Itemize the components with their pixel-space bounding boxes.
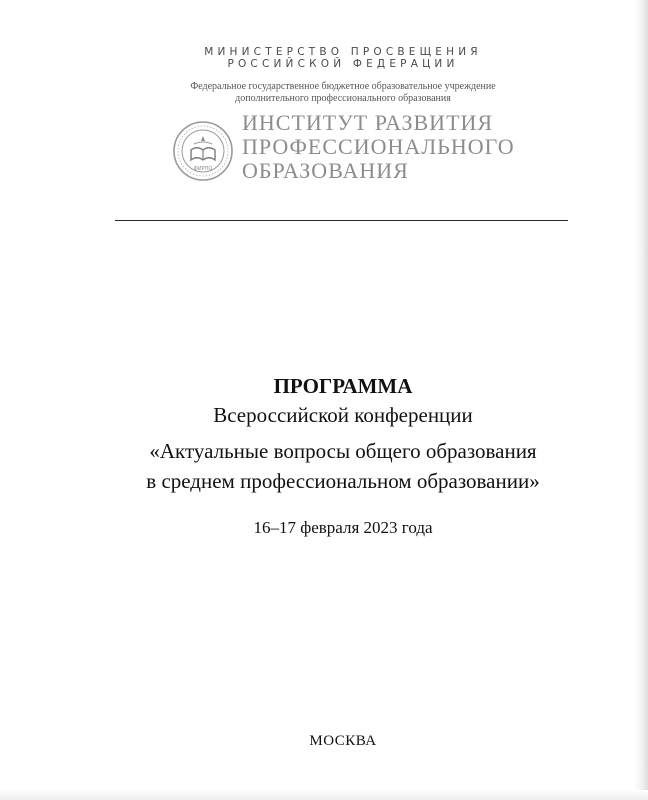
- page-bottom-shadow: [0, 790, 648, 800]
- institute-name-line2: ПРОФЕССИОНАЛЬНОГО: [242, 134, 515, 159]
- conference-dates: 16–17 февраля 2023 года: [253, 518, 433, 537]
- conference-name-line1: «Актуальные вопросы общего образования: [149, 439, 537, 463]
- conference-name-line2: в среднем профессиональном образовании»: [146, 469, 540, 493]
- seal-text: ФИРПО: [193, 166, 213, 172]
- institution-type-line1: Федеральное государственное бюджетное образовательное учреждение: [190, 81, 496, 92]
- document-subtitle: Всероссийской конференции: [213, 403, 473, 427]
- institute-seal-icon: [172, 120, 234, 182]
- city-name: МОСКВА: [309, 733, 377, 749]
- ministry-name-line2: РОССИЙСКОЙ ФЕДЕРАЦИИ: [227, 58, 459, 70]
- page-edge-shadow: [634, 0, 648, 800]
- institute-name-line1: ИНСТИТУТ РАЗВИТИЯ: [242, 110, 494, 135]
- document-title: ПРОГРАММА: [273, 374, 413, 398]
- header-divider: [115, 220, 568, 221]
- institute-name-line3: ОБРАЗОВАНИЯ: [242, 158, 409, 183]
- ministry-name-line1: МИНИСТЕРСТВО ПРОСВЕЩЕНИЯ: [204, 46, 482, 58]
- institution-type-line2: дополнительного профессионального образования: [235, 93, 451, 104]
